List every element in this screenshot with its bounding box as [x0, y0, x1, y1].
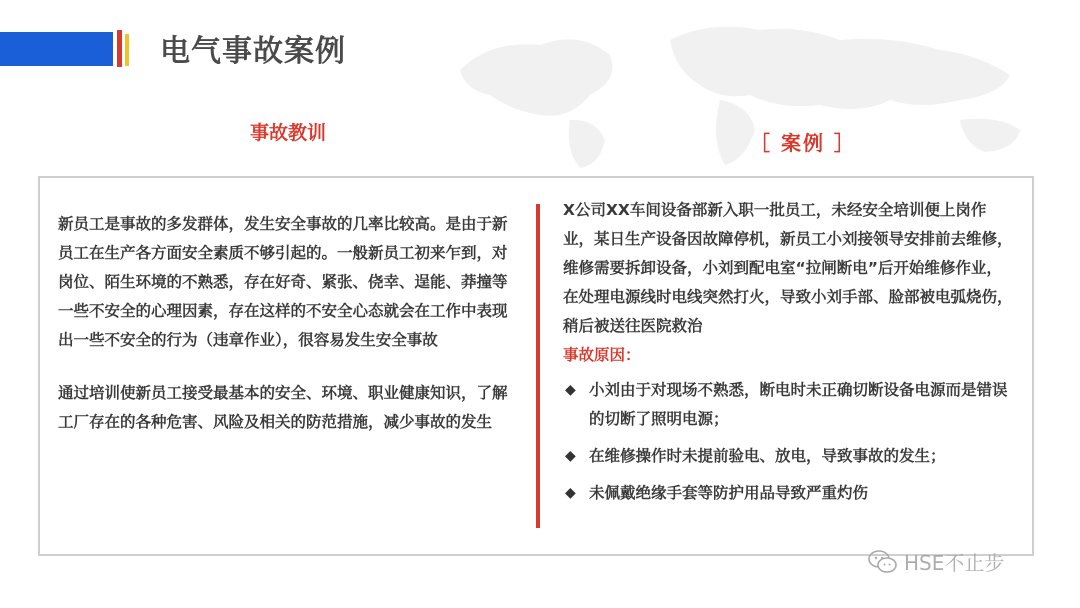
lessons-paragraph-1: 新员工是事故的多发群体，发生安全事故的几率比较高。是由于新员工在生产各方面安全素质不够引起的。一般新员工初来乍到，对岗位、陌生环境的不熟悉，存在好奇、紧张、侥幸、逞能、莽撞等一些不安全的心理因素，存在这样的不安全心态就会在工作中表现出一些不安全的行为（违章作业），很容易发生安全事故 — [58, 215, 508, 349]
cause-item — [563, 376, 1015, 434]
cause-label: 事故原因： — [563, 346, 641, 364]
wechat-icon — [868, 549, 898, 575]
page-title: 电气事故案例 — [160, 34, 346, 69]
cause-item — [563, 442, 1015, 471]
watermark — [868, 547, 1004, 576]
cause-item — [563, 479, 1015, 508]
cause-list — [563, 376, 1015, 508]
watermark-text: HSE不止步 — [904, 551, 1005, 575]
lessons-column — [58, 210, 514, 437]
lessons-paragraph-2: 通过培训使新员工接受最基本的安全、环境、职业健康知识，了解工厂存在的各种危害、风险及相关的防范措施，减少事故的发生 — [58, 384, 508, 431]
case-description: X公司XX车间设备部新入职一批员工，未经安全培训便上岗作业，某日生产设备因故障停机，新员工小刘接领导安排前去维修，维修需要拆卸设备，小刘到配电室“拉闸断电”后开始维修作业，在处理电源线时电线突然打火，导致小刘手部、脸部被电弧烧伤，稍后被送往医院救治 — [563, 201, 1013, 335]
cause-text: 未佩戴绝缘手套等防护用品导致严重灼伤 — [589, 484, 869, 502]
title-accent-yellow-bar — [125, 34, 129, 66]
cause-text: 小刘由于对现场不熟悉，断电时未正确切断设备电源而是错误的切断了照明电源； — [589, 381, 1008, 428]
column-divider — [536, 204, 540, 528]
lessons-heading: 事故教训 — [250, 122, 327, 144]
title-accent-red-bar — [117, 30, 122, 67]
cause-text: 在维修操作时未提前验电、放电，导致事故的发生； — [589, 447, 946, 465]
case-heading: ［ 案例 ］ — [750, 131, 856, 155]
diamond-bullet-icon: ◆ — [565, 485, 576, 501]
case-column — [563, 196, 1015, 516]
diamond-bullet-icon: ◆ — [565, 448, 576, 464]
diamond-bullet-icon: ◆ — [565, 382, 576, 398]
title-accent-blue-bar — [0, 32, 113, 66]
